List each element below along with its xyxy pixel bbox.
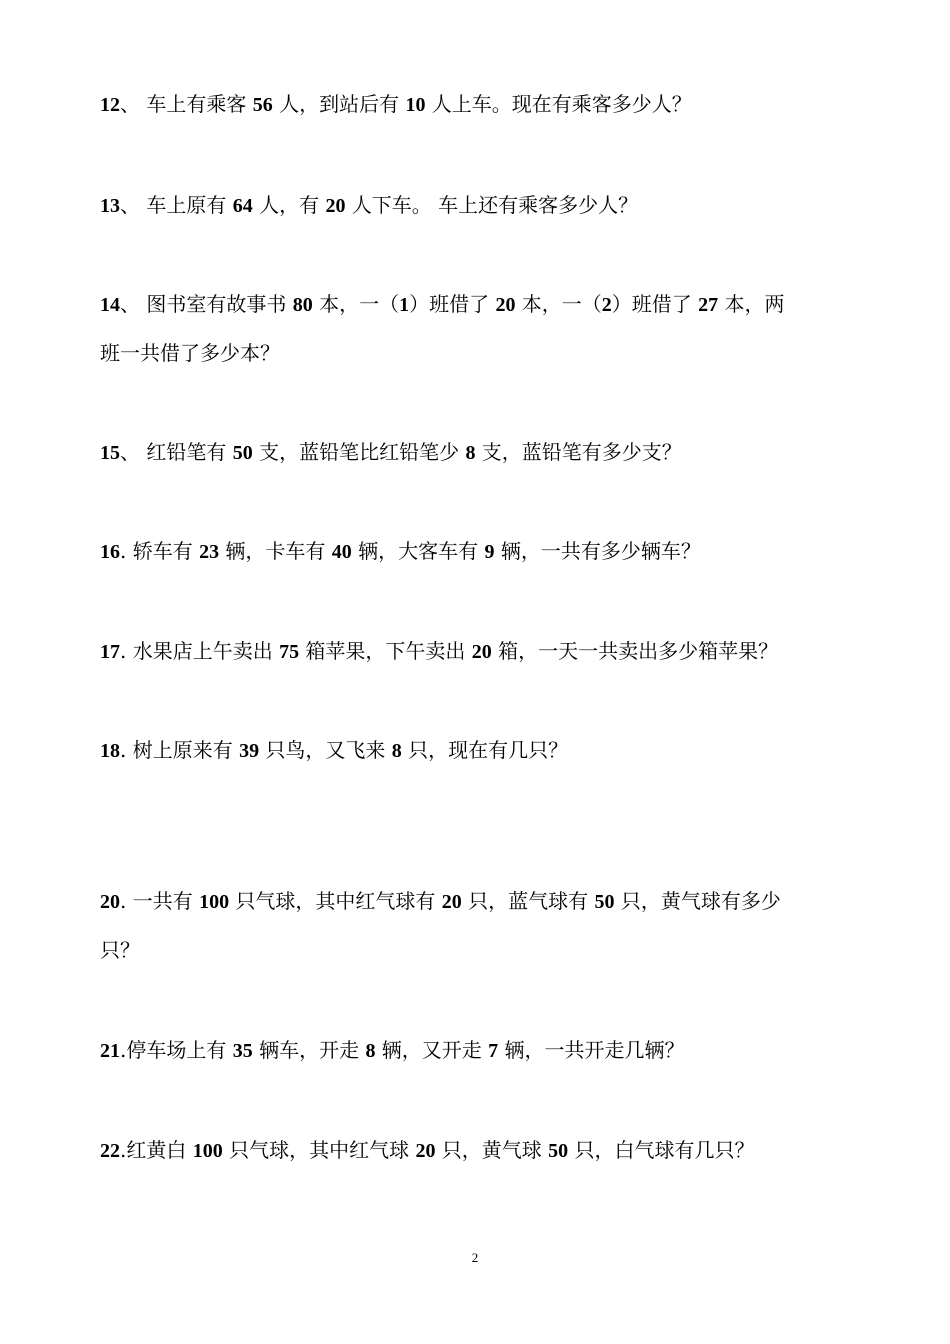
question-line: 17. 水果店上午卖出 75 箱苹果，下午卖出 20 箱，一天一共卖出多少箱苹果？ bbox=[100, 639, 779, 663]
question-15 bbox=[100, 428, 860, 477]
question-line: 16. 轿车有 23 辆，卡车有 40 辆，大客车有 9 辆，一共有多少辆车？ bbox=[100, 539, 701, 563]
question-20 bbox=[100, 877, 860, 974]
question-16 bbox=[100, 527, 860, 576]
question-21 bbox=[100, 1026, 860, 1075]
question-22 bbox=[100, 1126, 860, 1175]
question-17 bbox=[100, 627, 860, 676]
question-line: 22.红黄白 100 只气球，其中红气球 20 只，黄气球 50 只，白气球有几只？ bbox=[100, 1138, 755, 1162]
question-line: 13、 车上原有 64 人，有 20 人下车。 车上还有乘客多少人？ bbox=[100, 193, 639, 217]
question-line: 只？ bbox=[100, 938, 140, 962]
question-line: 21.停车场上有 35 辆车，开走 8 辆，又开走 7 辆，一共开走几辆？ bbox=[100, 1038, 685, 1062]
question-12 bbox=[100, 80, 860, 129]
question-line: 15、 红铅笔有 50 支，蓝铅笔比红铅笔少 8 支，蓝铅笔有多少支？ bbox=[100, 440, 682, 464]
question-line: 20. 一共有 100 只气球，其中红气球有 20 只，蓝气球有 50 只，黄气球有多少 bbox=[100, 889, 781, 913]
question-13 bbox=[100, 181, 860, 230]
question-line: 12、 车上有乘客 56 人，到站后有 10 人上车。现在有乘客多少人？ bbox=[100, 92, 692, 116]
question-line: 18. 树上原来有 39 只鸟，又飞来 8 只，现在有几只？ bbox=[100, 738, 569, 762]
question-line: 班一共借了多少本？ bbox=[100, 341, 280, 365]
question-18 bbox=[100, 726, 860, 775]
question-14 bbox=[100, 280, 860, 377]
page-number: 2 bbox=[471, 1250, 479, 1265]
question-line: 14、 图书室有故事书 80 本，一（1）班借了 20 本，一（2）班借了 27 本，两 bbox=[100, 292, 785, 316]
